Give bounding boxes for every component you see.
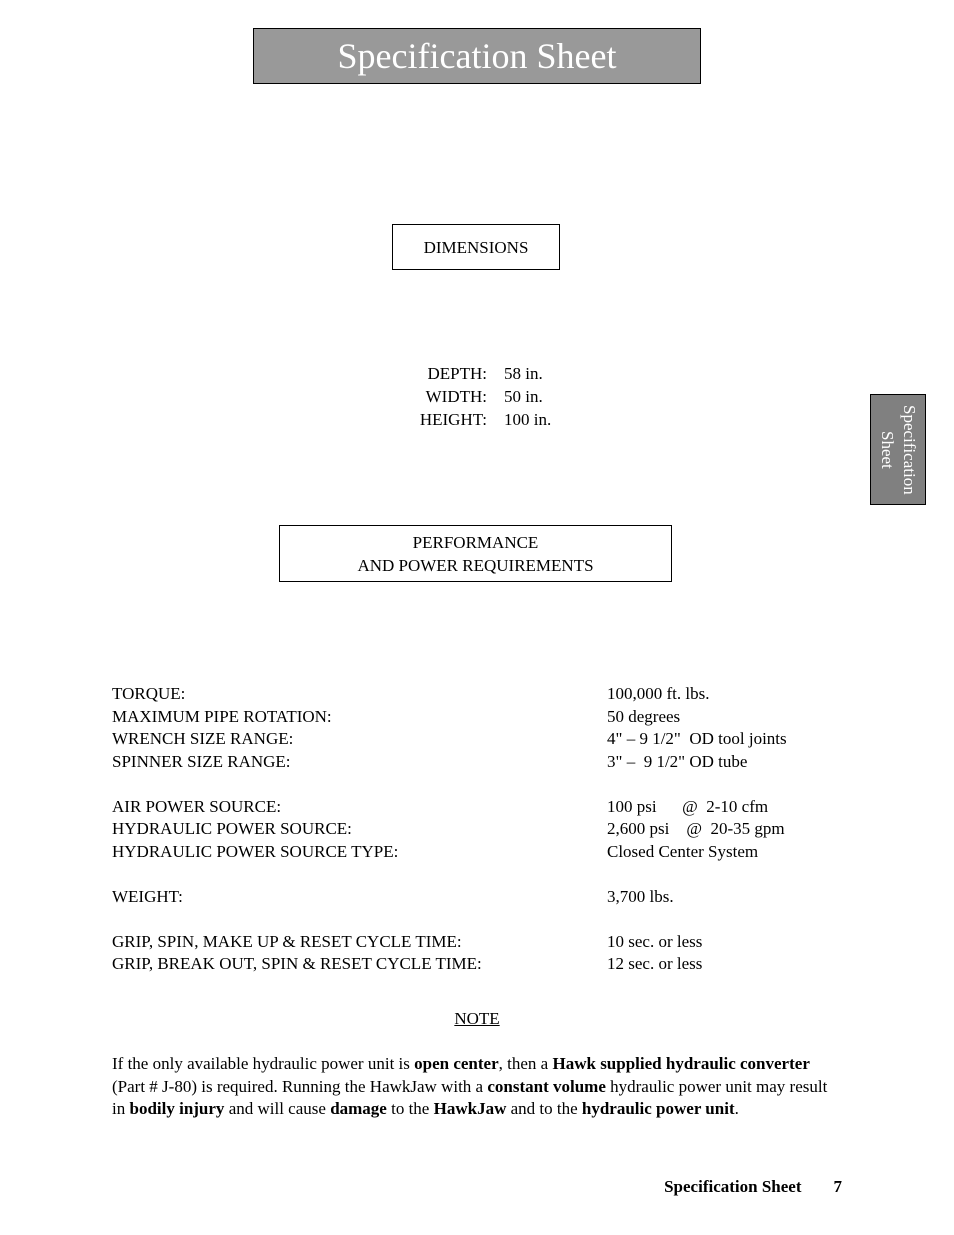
dimension-row — [380, 362, 551, 385]
note-emphasis: HawkJaw — [433, 1099, 507, 1118]
dimension-value: 50 in. — [504, 387, 543, 406]
spec-label: WRENCH SIZE RANGE: — [112, 729, 294, 748]
spec-value: 100,000 ft. lbs. — [607, 684, 710, 703]
spec-row — [112, 728, 832, 751]
dimension-label: DEPTH: — [427, 364, 487, 383]
dimension-value: 58 in. — [504, 364, 543, 383]
dimensions-heading: DIMENSIONS — [423, 237, 529, 257]
dimension-value: 100 in. — [504, 410, 552, 429]
spec-label: WEIGHT: — [112, 886, 183, 906]
spec-label: AIR POWER SOURCE: — [112, 796, 282, 816]
dimension-label: HEIGHT: — [419, 410, 487, 429]
note-emphasis: constant volume — [487, 1076, 606, 1096]
spec-row — [112, 796, 832, 819]
spec-value: 50 degrees — [607, 706, 681, 726]
spec-value: 100 psi @ 2-10 cfm — [607, 796, 769, 816]
performance-heading-line1: PERFORMANCE — [412, 532, 539, 552]
spec-label: HYDRAULIC POWER SOURCE TYPE: — [112, 841, 399, 861]
spec-row — [112, 706, 832, 729]
spec-label: GRIP, BREAK OUT, SPIN & RESET CYCLE TIME: — [112, 954, 482, 973]
spec-value: 12 sec. or less — [607, 954, 703, 973]
note-text: , then a — [498, 1054, 553, 1073]
note-text: If the only available hydraulic power unit is — [112, 1054, 415, 1073]
dimension-row — [380, 385, 551, 408]
dimensions-heading-box — [392, 224, 560, 270]
footer-section-title: Specification Sheet — [664, 1177, 802, 1196]
spacer — [112, 773, 832, 796]
note-emphasis: hydraulic power unit — [581, 1099, 735, 1118]
spec-row — [112, 841, 832, 864]
page-footer — [600, 1177, 842, 1197]
spec-value: 10 sec. or less — [607, 931, 703, 951]
spec-row — [112, 953, 832, 976]
note-text: and will cause — [224, 1099, 331, 1118]
spec-label: GRIP, SPIN, MAKE UP & RESET CYCLE TIME: — [112, 931, 462, 951]
dimensions-list — [380, 362, 551, 431]
note-emphasis: Hawk supplied hydraulic converter — [552, 1054, 810, 1073]
spec-value: 3,700 lbs. — [607, 886, 674, 906]
spec-row — [112, 818, 832, 841]
note-emphasis: bodily injury — [129, 1099, 225, 1118]
spec-row — [112, 751, 832, 774]
performance-list — [112, 683, 832, 976]
dimension-row — [380, 408, 551, 431]
dimension-label: WIDTH: — [425, 387, 487, 406]
spacer — [112, 908, 832, 931]
spec-label: TORQUE: — [112, 684, 186, 703]
spec-value: 2,600 psi @ 20-35 gpm — [607, 819, 785, 838]
spec-row — [112, 931, 832, 954]
page-number: 7 — [833, 1177, 842, 1196]
page-title: Specification Sheet — [253, 28, 701, 84]
side-tab[interactable] — [870, 394, 926, 505]
spacer — [112, 863, 832, 886]
spec-value: Closed Center System — [607, 841, 759, 861]
spec-label: SPINNER SIZE RANGE: — [112, 751, 291, 771]
spec-label: HYDRAULIC POWER SOURCE: — [112, 819, 352, 838]
spec-label: MAXIMUM PIPE ROTATION: — [112, 706, 332, 726]
note-heading: NOTE — [454, 1009, 500, 1028]
spec-row — [112, 683, 832, 706]
performance-heading-box — [279, 525, 672, 582]
spec-value: 4" – 9 1/2" OD tool joints — [607, 729, 787, 748]
note-text: and to the — [506, 1099, 582, 1118]
side-tab-line2: Sheet — [878, 430, 897, 469]
note-text: (Part # J-80) is required. Running the HawkJaw with a — [112, 1076, 488, 1096]
note-text: to the — [386, 1099, 434, 1118]
spec-value: 3" – 9 1/2" OD tube — [607, 751, 748, 771]
spec-row — [112, 886, 832, 909]
note-emphasis: open center — [414, 1054, 499, 1073]
note-paragraph — [112, 1053, 832, 1121]
performance-heading-line2: AND POWER REQUIREMENTS — [357, 555, 594, 575]
note-text: hydraulic power unit may result in — [112, 1076, 828, 1118]
note-text: . — [734, 1099, 739, 1118]
side-tab-line1: Specification — [900, 404, 919, 495]
note-emphasis: damage — [330, 1099, 387, 1118]
